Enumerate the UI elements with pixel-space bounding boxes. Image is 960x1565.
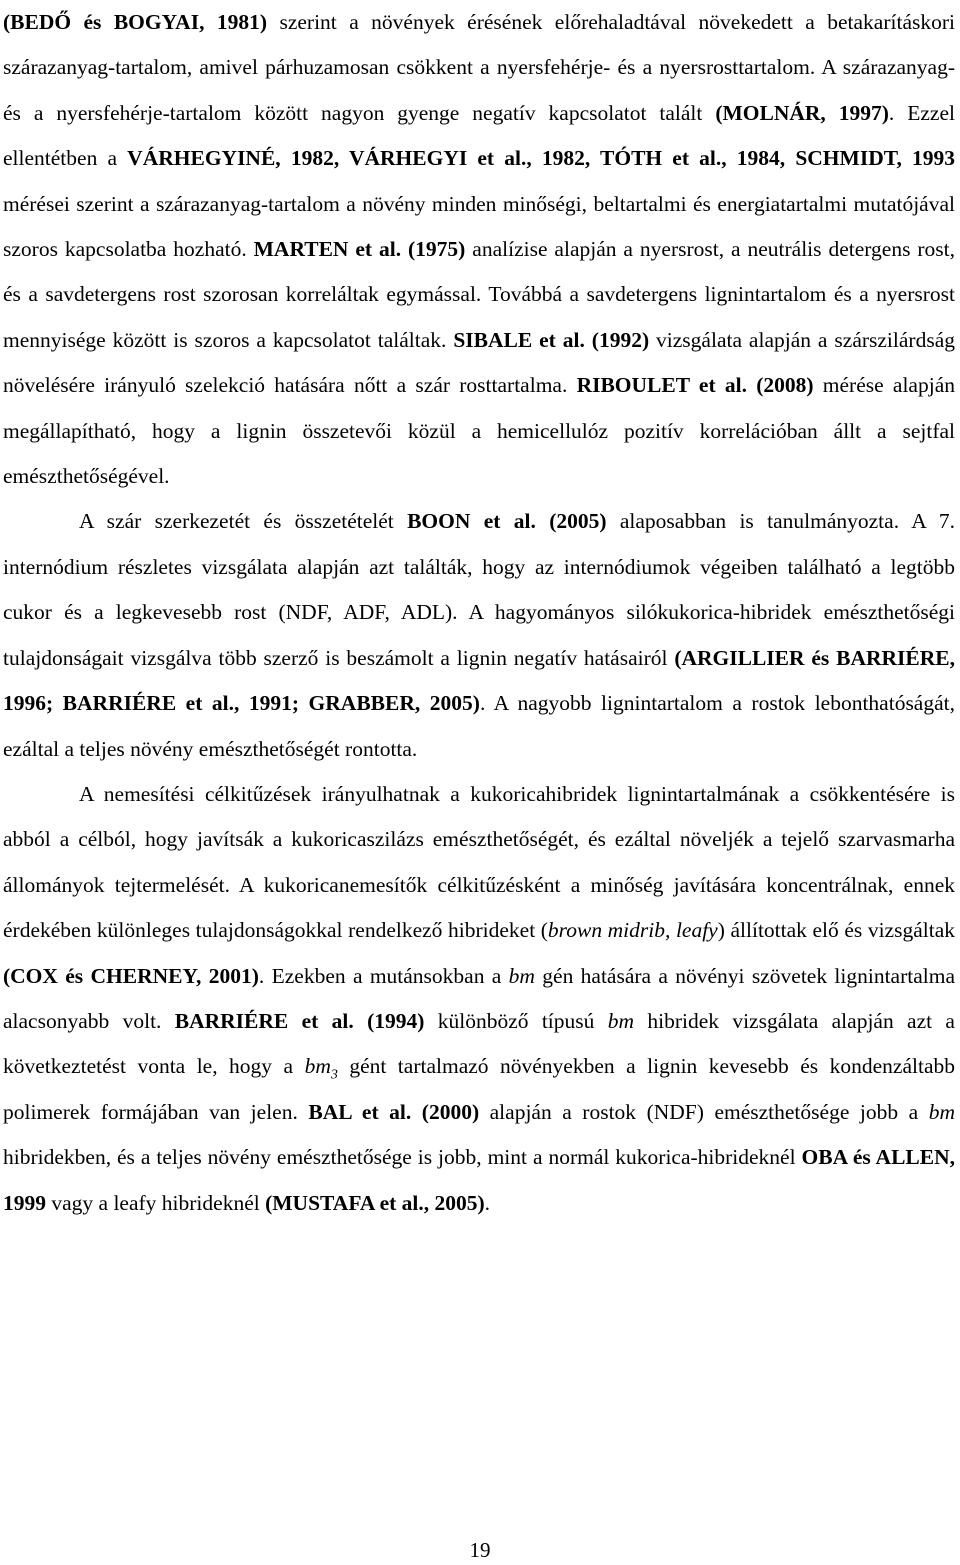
text-run: különböző típusú (424, 1008, 608, 1033)
text-run: mérése alapján megállapítható, hogy a lignin összetevői közül a hemicellulóz pozitív korrelációban állt a sejtfal emészthetőségével. (3, 373, 955, 489)
text-run: alaposabban is tanulmányozta. A 7. internódium részletes vizsgálata alapján azt találták, hogy az internódiumok végeiben található a legtöbb cukor és a legkevesebb rost (NDF, ADF, ADL). A hagyományos silókukorica-hibridek emészthetőségi tulajdonságait vizsgálva több szerző is beszámolt a lignin negatív hatásairól (3, 509, 956, 670)
citation: OBA és ALLEN, 1999 (3, 1145, 955, 1215)
italic-term: bm (304, 1054, 331, 1079)
text-run: . A nagyobb lignintartalom a rostok lebonthatóságát, ezáltal a teljes növény emészthetőségét rontotta. (3, 691, 955, 761)
text-run: . Ezekben a mutánsokban a (258, 963, 509, 988)
citation: (ARGILLIER és BARRIÉRE, 1996; BARRIÉRE et al., 1991; GRABBER, 2005) (3, 645, 955, 716)
text-run: gén hatására a növényi szövetek lignintartalma alacsonyabb volt. (3, 963, 956, 1033)
text-run: mérései szerint a szárazanyag-tartalom a növény minden minőségi, beltartalmi és energiatartalmi mutatójával szoros kapcsolatba hozható. (3, 191, 955, 262)
text-run: vagy a leafy hibrideknél (46, 1190, 266, 1215)
citation: (BEDŐ és BOGYAI, 1981) (3, 10, 268, 34)
italic-term: bm (607, 1008, 635, 1033)
citation: (MOLNÁR, 1997) (715, 100, 889, 125)
text-run: . (484, 1190, 491, 1215)
text-run: vizsgálata alapján a szárszilárdság növelésére irányuló szelekció hatására nőtt a szár rosttartalma. (3, 327, 955, 398)
text-run: szerint a növények érésének előrehaladtával növekedett a betakarításkori szárazanyag-tartalom, amivel párhuzamosan csökkent a nyersfehérje- és a nyersrosttartalom. A szárazanyag- és a nyersfehérje-tartalom között nagyon gyenge negatív kapcsolatot talált (3, 10, 955, 125)
italic-term: bm (928, 1099, 955, 1124)
page-number: 19 (469, 1538, 491, 1562)
text-run: A nemesítési célkitűzések irányulhatnak a kukoricahibridek lignintartalmának a csökkentésére is abból a célból, hogy javítsák a kukoricaszilázs emészthetőségét, és ezáltal növeljék a tejelő szarvasmarha állományok tejtermelését. A kukoricanemesítők célkitűzésként a minőség javítására koncentrálnak, ennek érdekében különleges tulajdonságokkal rendelkező hibrideket ( (3, 781, 955, 943)
italic-subscript: 3 (330, 1067, 338, 1083)
text-run: . Ezzel ellentétben a (3, 100, 955, 171)
citation: BAL et al. (2000) (308, 1099, 480, 1124)
citation: (MUSTAFA et al., 2005) (265, 1190, 485, 1215)
citation: (COX és CHERNEY, 2001) (3, 963, 259, 988)
text-run: alapján a rostok (NDF) emészthetősége jobb a (479, 1099, 929, 1124)
italic-term: bm (508, 963, 535, 988)
citation: SIBALE et al. (1992) (453, 327, 650, 352)
citation: VÁRHEGYINÉ, 1982, VÁRHEGYI et al., 1982, TÓTH et al., 1984, SCHMIDT, 1993 (127, 146, 955, 171)
citation: RIBOULET et al. (2008) (576, 373, 814, 398)
text-run: ) állítottak elő és vizsgáltak (717, 918, 955, 943)
text-run: analízise alapján a nyersrost, a neutrális detergens rost, és a savdetergens rost szorosan korreláltak egymással. Továbbá a savdetergens lignintartalom és a nyersrost mennyisége között is szoros a kapcsolatot találtak. (3, 237, 955, 352)
text-run: gént tartalmazó növényekben a lignin kevesebb és kondenzáltabb polimerek formájában van jelen. (3, 1054, 955, 1124)
citation: BARRIÉRE et al. (1994) (174, 1008, 425, 1033)
paragraph-2 (3, 499, 955, 771)
citation: MARTEN et al. (1975) (253, 237, 466, 262)
paragraph-1 (3, 0, 955, 499)
text-run: A szár szerkezetét és összetételét (79, 509, 408, 534)
citation: BOON et al. (2005) (407, 509, 607, 534)
italic-term: brown midrib, leafy (547, 918, 718, 943)
text-run: hibridek vizsgálata alapján azt a következtetést vonta le, hogy a (3, 1008, 955, 1079)
text-run: hibridekben, és a teljes növény emészthetősége is jobb, mint a normál kukorica-hibrideknél (3, 1145, 802, 1170)
paragraph-3 (3, 772, 955, 1226)
body-text (3, 0, 955, 1226)
